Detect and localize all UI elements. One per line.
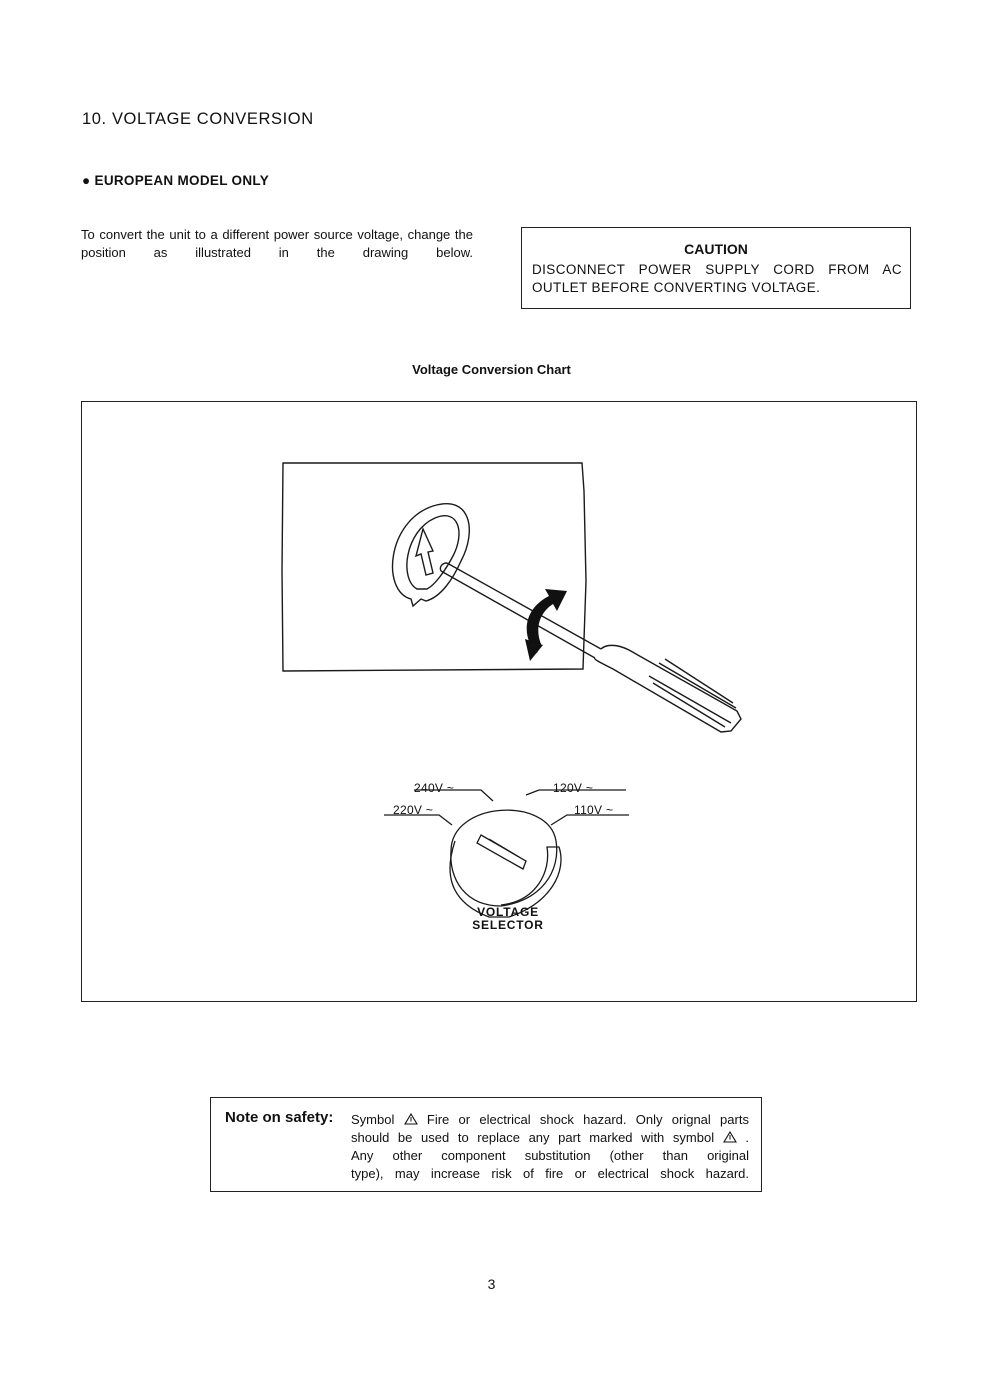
- caution-text: [532, 261, 902, 297]
- voltage-110: 110V ~: [574, 803, 614, 817]
- panel-outline: [282, 463, 586, 671]
- caution-line-2: OUTLET BEFORE CONVERTING VOLTAGE.: [532, 280, 821, 295]
- note-line-1a: Symbol: [351, 1112, 395, 1127]
- note-line-2b: .: [745, 1130, 749, 1145]
- section-heading: [82, 110, 314, 129]
- voltage-120: 120V ~: [553, 781, 594, 795]
- page-number: 3: [487, 1276, 496, 1292]
- section-number: 10.: [82, 110, 107, 128]
- caution-line-1: DISCONNECT POWER SUPPLY CORD FROM AC: [532, 262, 902, 277]
- panel-selector-icon: [393, 504, 470, 606]
- intro-line-1: To convert the unit to a different power source voltage,: [81, 227, 403, 242]
- selector-line-1: VOLTAGE: [477, 905, 539, 919]
- voltage-selector-label: [458, 906, 558, 932]
- safety-note-text: [351, 1111, 749, 1183]
- subtitle-text: EUROPEAN MODEL ONLY: [94, 173, 270, 188]
- model-subtitle: [82, 173, 269, 188]
- note-line-1b: Fire or electrical shock hazard. Only orignal parts: [426, 1112, 749, 1127]
- caution-title: CAUTION: [684, 241, 748, 257]
- chart-title: Voltage Conversion Chart: [412, 362, 571, 377]
- note-line-2a: should be used to replace any part marked with symbol: [351, 1130, 715, 1145]
- selector-line-2: SELECTOR: [472, 918, 544, 932]
- voltage-240: 240V ~: [414, 781, 455, 795]
- warning-triangle-icon: [404, 1113, 418, 1125]
- caution-box: [521, 227, 911, 309]
- safety-note-label: Note on safety:: [225, 1109, 334, 1126]
- safety-note-box: [210, 1097, 762, 1192]
- note-line-2: [351, 1129, 749, 1147]
- section-title: VOLTAGE CONVERSION: [111, 110, 314, 128]
- rotation-arrow-icon: [525, 589, 567, 661]
- note-line-3: Any other component substitution (other than original: [351, 1148, 749, 1163]
- bullet-icon: ●: [82, 173, 91, 188]
- note-line-1: [351, 1111, 749, 1129]
- voltage-220: 220V ~: [393, 803, 434, 817]
- note-line-4: type), may increase risk of fire or electrical shock hazard.: [351, 1166, 749, 1181]
- intro-paragraph: [81, 226, 473, 262]
- intro-line-2: change the position as illustrated in the drawing below.: [81, 227, 473, 260]
- warning-triangle-icon: [723, 1131, 737, 1143]
- screwdriver-icon: [440, 563, 741, 732]
